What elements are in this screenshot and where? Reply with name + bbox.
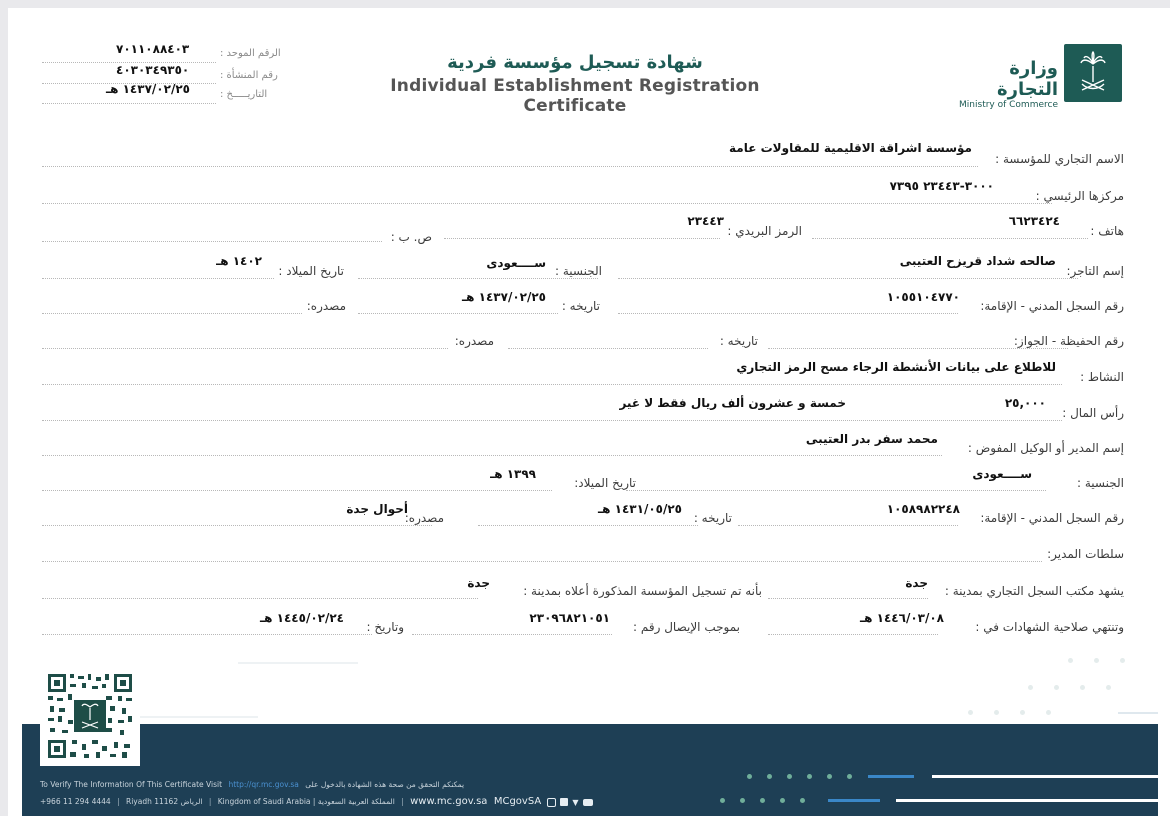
- footer-band: To Verify The Information Of This Certificate Visit http://qr.mc.gov.sa يمكنكم التحقق من صحة هذه الشهادة بالدخول على +966 11 294 4444 | Riyadh 11162 الرياض | Kingdom of Saudi Arabia | المملكة العربية السعودية | www.mc.gov.sa MCgovSA ▼: [22, 724, 1158, 816]
- manager-birth: ١٣٩٩ هـ: [490, 467, 536, 481]
- manager-powers-label: سلطات المدير:: [1047, 547, 1124, 561]
- manager-id-source-label: مصدره:: [404, 511, 444, 525]
- saudi-emblem-icon: [1064, 44, 1122, 102]
- header-date: ١٤٣٧/٠٢/٢٥ هـ: [106, 82, 190, 96]
- certificate-page: [8, 8, 1170, 816]
- manager-birth-label: تاريخ الميلاد:: [574, 476, 636, 490]
- merchant-name-label: إسم التاجر:: [1066, 264, 1124, 278]
- verify-text: To Verify The Information Of This Certificate Visit: [40, 780, 223, 789]
- passport-label: رقم الحفيظة - الجواز:: [1013, 334, 1124, 348]
- capital-in-words: خمسة و عشرون ألف ريال فقط لا غير: [619, 396, 846, 410]
- establishment-number-label: رقم المنشأة :: [220, 70, 278, 81]
- verify-link[interactable]: http://qr.mc.gov.sa: [228, 780, 299, 789]
- merchant-id-date: ١٤٣٧/٠٢/٢٥ هـ: [462, 290, 546, 304]
- ministry-name-en: Ministry of Commerce: [959, 100, 1058, 110]
- expiry-date: ١٤٤٦/٠٣/٠٨ هـ: [860, 611, 944, 625]
- headquarters: ٣٠٠٠-٢٣٤٤٣ ٧٣٩٥: [889, 179, 994, 193]
- receipt-number: ٢٣٠٩٦٨٢١٠٥١: [529, 611, 610, 625]
- manager-label: إسم المدير أو الوكيل المفوض :: [967, 441, 1124, 455]
- date-label: التاريـــــخ :: [220, 89, 268, 100]
- activity-label: النشاط :: [1080, 370, 1124, 384]
- merchant-id-label: رقم السجل المدني - الإقامة:: [980, 299, 1124, 313]
- activity: للاطلاع على بيانات الأنشطة الرجاء مسح الرمز التجاري: [736, 360, 1056, 374]
- headquarters-label: مركزها الرئيسي :: [1035, 189, 1124, 203]
- expiry-label: وتنتهي صلاحية الشهادات في :: [975, 620, 1124, 634]
- passport-date-label: تاريخه :: [719, 334, 758, 348]
- facebook-icon[interactable]: [560, 798, 568, 806]
- footer-country: Kingdom of Saudi Arabia | المملكة العربية السعودية: [217, 797, 395, 806]
- footer-website[interactable]: www.mc.gov.sa: [410, 796, 488, 807]
- ministry-name: [954, 58, 1058, 110]
- receipt-date-label: وتاريخ :: [366, 620, 404, 634]
- postal-code: ٢٣٤٤٣: [687, 214, 724, 228]
- merchant-nationality-label: الجنسية :: [555, 264, 602, 278]
- establishment-number: ٤٠٣٠٣٤٩٣٥٠: [116, 63, 190, 77]
- certify-city: جدة: [905, 576, 928, 590]
- qr-code[interactable]: [40, 666, 140, 766]
- capital-amount: ٢٥,٠٠٠: [1004, 396, 1046, 410]
- manager-name: محمد سفر بدر العتيبى: [805, 432, 938, 446]
- footer-social-handle: MCgovSA: [493, 796, 542, 807]
- manager-nationality: ســــعودى: [972, 467, 1032, 481]
- footer-phone: +966 11 294 4444: [40, 797, 111, 806]
- manager-id: ١٠٥٨٩٨٢٢٤٨: [886, 502, 960, 516]
- capital-label: رأس المال :: [1062, 406, 1124, 420]
- twitter-icon[interactable]: ▼: [572, 797, 579, 807]
- postal-code-label: الرمز البريدي :: [727, 224, 802, 238]
- title-english: Individual Establishment Registration Certificate: [390, 76, 760, 116]
- phone-label: هاتف :: [1090, 224, 1124, 238]
- merchant-name: صالحه شداد قريزح العتيبى: [899, 254, 1056, 268]
- manager-id-date-label: تاريخه :: [693, 511, 732, 525]
- phone: ٦٦٢٣٤٢٤: [1008, 214, 1060, 228]
- unified-number: ٧٠١١٠٨٨٤٠٣: [116, 42, 190, 56]
- footer-city: Riyadh 11162 الرياض: [126, 797, 203, 806]
- receipt-label: بموجب الإيصال رقم :: [633, 620, 740, 634]
- unified-number-label: الرقم الموحد :: [220, 48, 281, 59]
- po-box-label: ص. ب :: [390, 230, 432, 244]
- merchant-id-source-label: مصدره:: [306, 299, 346, 313]
- merchant-id: ١٠٥٥١٠٤٧٧٠: [886, 290, 960, 304]
- merchant-birth-label: تاريخ الميلاد :: [278, 264, 344, 278]
- manager-id-source: أحوال جدة: [346, 502, 408, 516]
- ministry-name-ar: وزارة التجارة: [997, 58, 1058, 100]
- youtube-icon[interactable]: [583, 799, 593, 806]
- certify-label: يشهد مكتب السجل التجاري بمدينة :: [944, 584, 1124, 598]
- merchant-id-date-label: تاريخه :: [561, 299, 600, 313]
- trade-name: مؤسسة اشراقة الاقليمية للمقاولات عامة: [729, 141, 972, 155]
- title-arabic: شهادة تسجيل مؤسسة فردية: [447, 52, 703, 73]
- manager-id-date: ١٤٣١/٠٥/٢٥ هـ: [598, 502, 682, 516]
- passport-source-label: مصدره:: [454, 334, 494, 348]
- verify-text-ar: يمكنكم التحقق من صحة هذه الشهادة بالدخول على: [305, 780, 465, 789]
- instagram-icon[interactable]: [547, 798, 556, 807]
- registered-label: بأنه تم تسجيل المؤسسة المذكورة أعلاه بمدينة :: [523, 584, 762, 598]
- manager-nationality-label: الجنسية :: [1077, 476, 1124, 490]
- registered-city: جدة: [467, 576, 490, 590]
- merchant-birth: ١٤٠٢ هـ: [216, 254, 262, 268]
- receipt-date: ١٤٤٥/٠٢/٢٤ هـ: [260, 611, 344, 625]
- merchant-nationality: ســــعودى: [486, 256, 546, 270]
- manager-id-label: رقم السجل المدني - الإقامة:: [980, 511, 1124, 525]
- trade-name-label: الاسم التجاري للمؤسسة :: [995, 152, 1124, 166]
